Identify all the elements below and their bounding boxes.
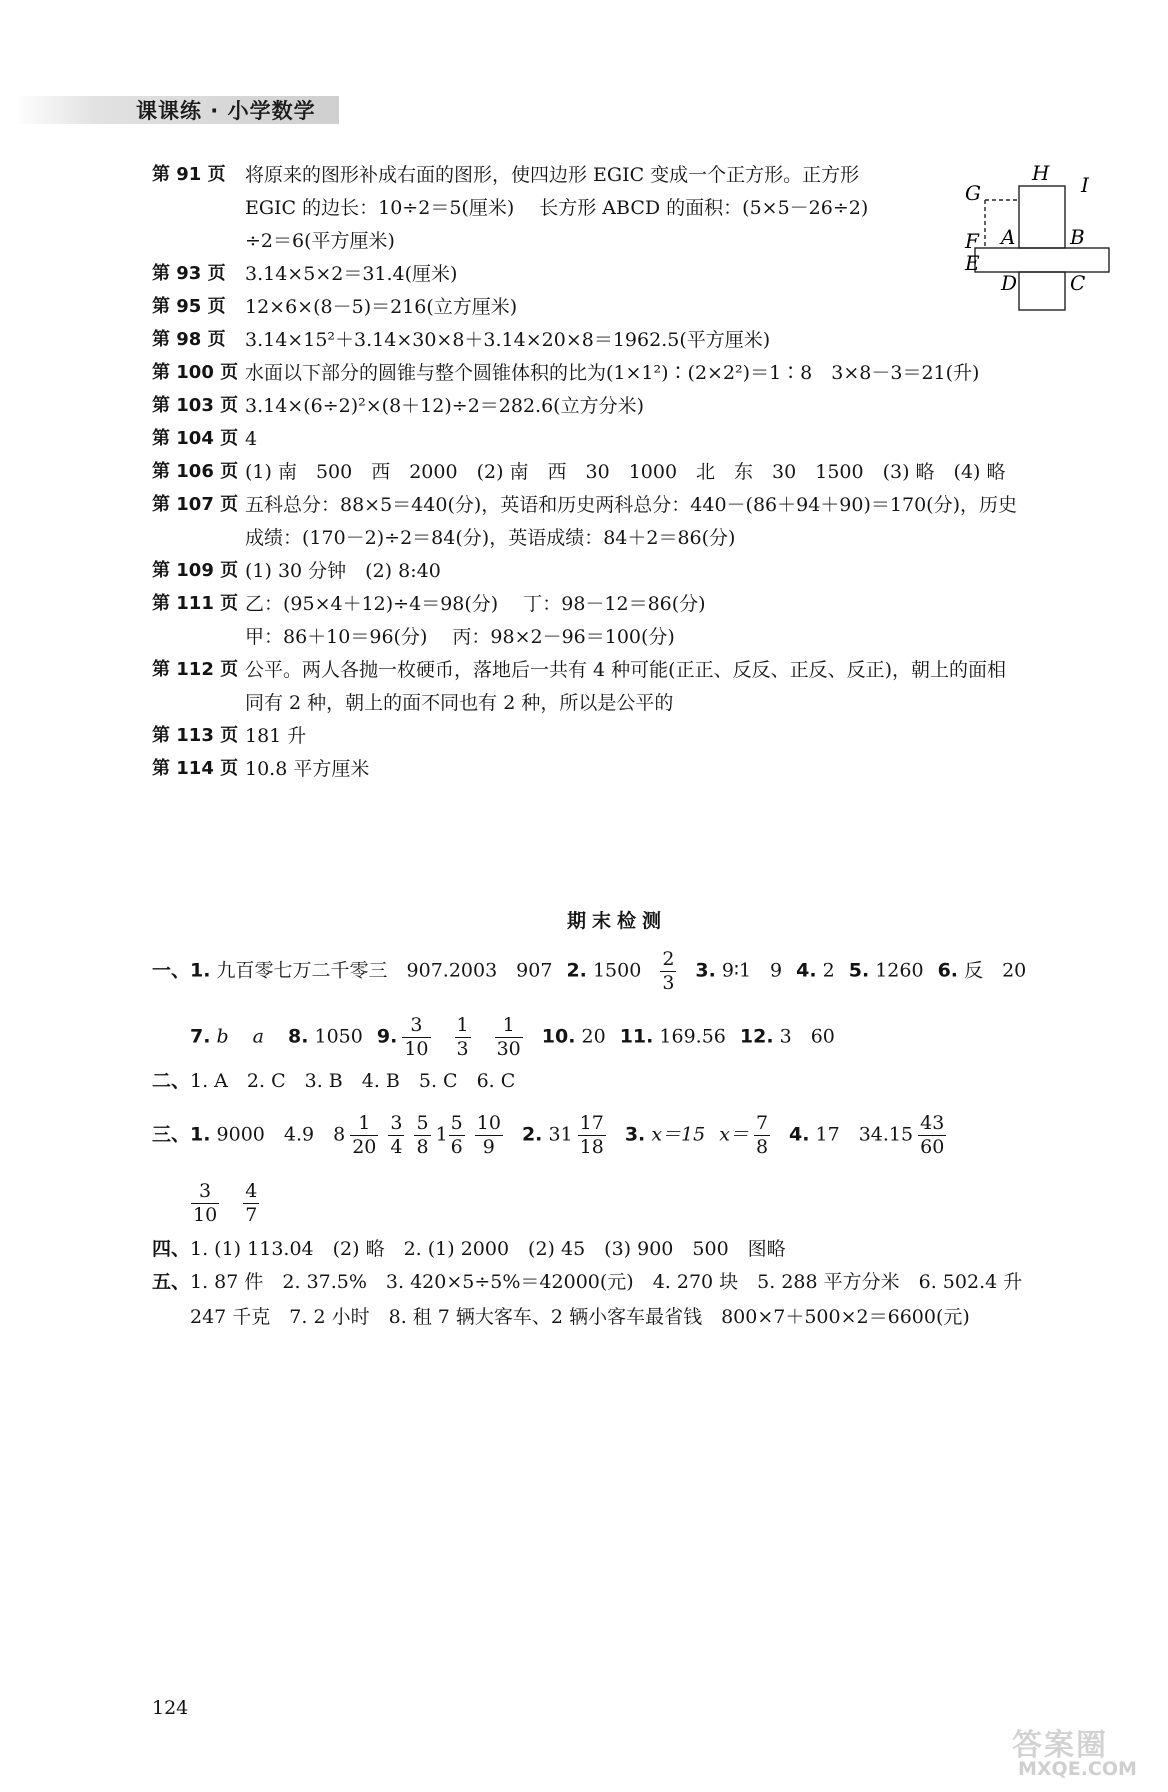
denominator: 30 bbox=[496, 1038, 521, 1060]
final-section1-line1 bbox=[152, 948, 1026, 995]
section2-text: 1. A 2. C 3. B 4. B 5. C 6. C bbox=[190, 1070, 516, 1092]
answer-p106-line1: (1) 南 500 西 2000 (2) 南 西 30 1000 北 东 30 1500 (3) 略 (4) 略 bbox=[245, 461, 1006, 483]
item-num: 2. bbox=[521, 1123, 543, 1146]
item-num: 3. bbox=[695, 959, 716, 982]
denominator: 8 bbox=[416, 1136, 429, 1158]
square-figure-diagram bbox=[965, 161, 1095, 313]
item-num: 8. bbox=[288, 1025, 309, 1048]
answer-label-p111: 第 111 页 bbox=[152, 593, 239, 614]
denominator: 20 bbox=[352, 1136, 377, 1158]
denominator: 4 bbox=[390, 1136, 403, 1158]
denominator: 7 bbox=[245, 1204, 258, 1226]
fraction bbox=[578, 1112, 606, 1159]
numerator: 3 bbox=[191, 1180, 219, 1204]
denominator: 9 bbox=[482, 1136, 495, 1158]
final-section3-line2 bbox=[186, 1180, 264, 1227]
fraction bbox=[449, 1112, 465, 1159]
item-num: 11. bbox=[619, 1025, 654, 1048]
item-num: 9. bbox=[376, 1025, 398, 1048]
answer-label-p109: 第 109 页 bbox=[152, 560, 239, 581]
answer-p113-line1: 181 升 bbox=[245, 725, 307, 747]
answer-p93-line1: 3.14×5×2＝31.4(厘米) bbox=[245, 263, 458, 285]
answer-p111-line1: 乙：(95×4＋12)÷4＝98(分) 丁：98－12＝86(分) bbox=[245, 593, 706, 615]
numerator: 1 bbox=[495, 1014, 523, 1038]
answer-text: 20 bbox=[581, 1025, 606, 1048]
fraction bbox=[402, 1014, 430, 1061]
denominator: 3 bbox=[662, 972, 675, 994]
answer-text: 17 34.15 bbox=[815, 1123, 914, 1146]
final-section1-line2 bbox=[190, 1014, 835, 1061]
label-H: H bbox=[1032, 161, 1050, 185]
answer-p109-line1: (1) 30 分钟 (2) 8:40 bbox=[245, 560, 441, 582]
section-title-final-test: 期末检测 bbox=[567, 910, 668, 932]
fraction bbox=[475, 1112, 503, 1159]
answer-label-p114: 第 114 页 bbox=[152, 758, 239, 779]
numerator: 43 bbox=[920, 1112, 945, 1134]
answer-text: 1050 bbox=[314, 1025, 363, 1048]
denominator: 10 bbox=[404, 1038, 429, 1060]
numerator: 1 bbox=[456, 1014, 469, 1036]
denominator: 6 bbox=[450, 1136, 463, 1158]
item-num: 1. bbox=[190, 959, 211, 982]
denominator: 10 bbox=[193, 1204, 218, 1226]
fraction bbox=[243, 1180, 259, 1227]
label-D: D bbox=[1001, 271, 1018, 295]
section4-number: 四、 bbox=[152, 1238, 191, 1260]
label-B: B bbox=[1070, 225, 1085, 249]
fraction bbox=[660, 948, 676, 995]
answer-p107-line2: 成绩：(170－2)÷2＝84(分)，英语成绩：84＋2＝86(分) bbox=[245, 527, 736, 549]
answer-label-p95: 第 95 页 bbox=[152, 296, 226, 317]
answer-p100-line1: 水面以下部分的圆锥与整个圆锥体积的比为(1×1²)∶(2×2²)＝1∶8 3×8－3＝21(升) bbox=[245, 362, 980, 384]
answer-p111-line2: 甲：86＋10＝96(分) 丙：98×2－96＝100(分) bbox=[245, 626, 675, 648]
page-number: 124 bbox=[152, 1697, 189, 1719]
item-num: 10. bbox=[541, 1025, 576, 1048]
answer-p112-line1: 公平。两人各抛一枚硬币，落地后一共有 4 种可能(正正、反反、正反、反正)，朝上的面相 bbox=[245, 659, 1006, 681]
answer-label-p98: 第 98 页 bbox=[152, 329, 226, 350]
final-section5-line2: 247 千克 7. 2 小时 8. 租 7 辆大客车、2 辆小客车最省钱 800×7＋500×2＝6600(元) bbox=[190, 1306, 970, 1328]
item-num: 3. bbox=[624, 1123, 646, 1146]
answer-p114-line1: 10.8 平方厘米 bbox=[245, 758, 370, 780]
answer-p91-line3: ÷2＝6(平方厘米) bbox=[245, 230, 395, 252]
section5-number: 五、 bbox=[152, 1271, 191, 1293]
answer-text: 31 bbox=[548, 1123, 573, 1146]
final-section3-line1 bbox=[152, 1112, 951, 1159]
section1-number: 一、 bbox=[152, 959, 191, 982]
upper-square bbox=[1019, 186, 1065, 248]
section5-text1: 1. 87 件 2. 37.5% 3. 420×5÷5%＝42000(元) 4. 270 块 5. 288 平方分米 6. 502.4 升 bbox=[190, 1271, 1023, 1293]
page-header-title: 课课练 · 小学数学 bbox=[136, 99, 316, 123]
item-num: 4. bbox=[789, 1123, 810, 1146]
denominator: 60 bbox=[920, 1136, 945, 1158]
numerator: 4 bbox=[245, 1180, 258, 1202]
answer-text: 169.56 bbox=[659, 1025, 726, 1048]
answer-label-p100: 第 100 页 bbox=[152, 362, 239, 383]
answer-text: x＝15 bbox=[651, 1123, 706, 1146]
fraction bbox=[350, 1112, 378, 1159]
fraction bbox=[918, 1112, 946, 1159]
numerator: 5 bbox=[416, 1112, 429, 1134]
answer-text: a bbox=[252, 1025, 264, 1048]
numerator: 10 bbox=[476, 1112, 501, 1134]
numerator: 2 bbox=[662, 948, 675, 970]
answer-label-p112: 第 112 页 bbox=[152, 659, 239, 680]
answer-p107-line1: 五科总分：88×5＝440(分)，英语和历史两科总分：440－(86＋94＋90)＝170(分)，历史 bbox=[245, 494, 1017, 516]
answer-label-p93: 第 93 页 bbox=[152, 263, 226, 284]
item-num: 5. bbox=[848, 959, 870, 982]
numerator: 3 bbox=[402, 1014, 430, 1038]
answer-text: 3 60 bbox=[779, 1025, 835, 1048]
section4-text: 1. (1) 113.04 (2) 略 2. (1) 2000 (2) 45 (3) 900 500 图略 bbox=[190, 1238, 786, 1260]
item-num: 1. bbox=[190, 1123, 211, 1146]
denominator: 3 bbox=[456, 1038, 469, 1060]
answer-p91-line2: EGIC 的边长：10÷2＝5(厘米) 长方形 ABCD 的面积：(5×5－26÷2) bbox=[245, 197, 869, 219]
middle-rect bbox=[975, 248, 1109, 272]
answer-text: 9∶1 9 bbox=[721, 959, 783, 982]
label-I: I bbox=[1081, 173, 1089, 197]
answer-label-p107: 第 107 页 bbox=[152, 494, 239, 515]
label-F: F bbox=[965, 229, 979, 253]
final-section5-line1 bbox=[152, 1269, 1022, 1295]
watermark-url: MXQE.COM bbox=[1018, 1758, 1137, 1780]
item-num: 2. bbox=[566, 959, 587, 982]
fraction bbox=[754, 1112, 770, 1159]
numerator: 1 bbox=[350, 1112, 378, 1136]
answer-text: 1500 bbox=[592, 959, 642, 982]
item-num: 7. bbox=[190, 1025, 211, 1048]
label-C: C bbox=[1070, 271, 1086, 295]
answer-label-p104: 第 104 页 bbox=[152, 428, 239, 449]
fraction bbox=[388, 1112, 404, 1159]
fraction bbox=[414, 1112, 430, 1159]
answer-text: 9000 4.9 8 bbox=[216, 1123, 346, 1146]
section2-number: 二、 bbox=[152, 1070, 191, 1092]
numerator: 3 bbox=[390, 1112, 403, 1134]
answer-text: b bbox=[216, 1025, 229, 1048]
answer-label-p103: 第 103 页 bbox=[152, 395, 239, 416]
denominator: 18 bbox=[579, 1136, 604, 1158]
answer-label-p106: 第 106 页 bbox=[152, 461, 239, 482]
numerator: 7 bbox=[755, 1112, 769, 1134]
item-num: 6. bbox=[937, 959, 959, 982]
numerator: 5 bbox=[450, 1112, 463, 1134]
answer-text: 2 bbox=[822, 959, 835, 982]
numerator: 17 bbox=[579, 1112, 604, 1134]
item-num: 12. bbox=[739, 1025, 774, 1048]
lower-rect bbox=[1019, 272, 1065, 310]
fraction bbox=[495, 1014, 523, 1061]
answer-text: 九百零七万二千零三 907.2003 907 bbox=[216, 959, 553, 982]
watermark-logo: 答案圈 bbox=[1012, 1728, 1108, 1763]
label-G: G bbox=[965, 181, 981, 205]
answer-p103-line1: 3.14×(6÷2)²×(8＋12)÷2＝282.6(立方分米) bbox=[245, 395, 645, 417]
answer-p112-line2: 同有 2 种，朝上的面不同也有 2 种，所以是公平的 bbox=[245, 692, 674, 714]
final-section4 bbox=[152, 1236, 786, 1262]
answer-p104-line1: 4 bbox=[245, 428, 258, 450]
mixed-whole: 1 bbox=[435, 1123, 448, 1146]
section3-number: 三、 bbox=[152, 1123, 191, 1146]
answer-p91-line1: 将原来的图形补成右面的图形，使四边形 EGIC 变成一个正方形。正方形 bbox=[245, 164, 860, 186]
fraction bbox=[191, 1180, 219, 1227]
fraction bbox=[455, 1014, 471, 1061]
label-E: E bbox=[965, 251, 980, 275]
answer-text: 1260 bbox=[875, 959, 924, 982]
final-section2 bbox=[152, 1068, 515, 1094]
item-num: 4. bbox=[796, 959, 817, 982]
denominator: 8 bbox=[755, 1136, 769, 1158]
answer-p95-line1: 12×6×(8－5)＝216(立方厘米) bbox=[245, 296, 518, 318]
answer-p98-line1: 3.14×15²＋3.14×30×8＋3.14×20×8＝1962.5(平方厘米) bbox=[245, 329, 771, 351]
answer-label-p113: 第 113 页 bbox=[152, 725, 239, 746]
label-A: A bbox=[1001, 225, 1016, 249]
answer-label-p91: 第 91 页 bbox=[152, 164, 226, 185]
answer-text: 反 20 bbox=[964, 959, 1027, 982]
answer-text: x＝ bbox=[719, 1123, 749, 1146]
